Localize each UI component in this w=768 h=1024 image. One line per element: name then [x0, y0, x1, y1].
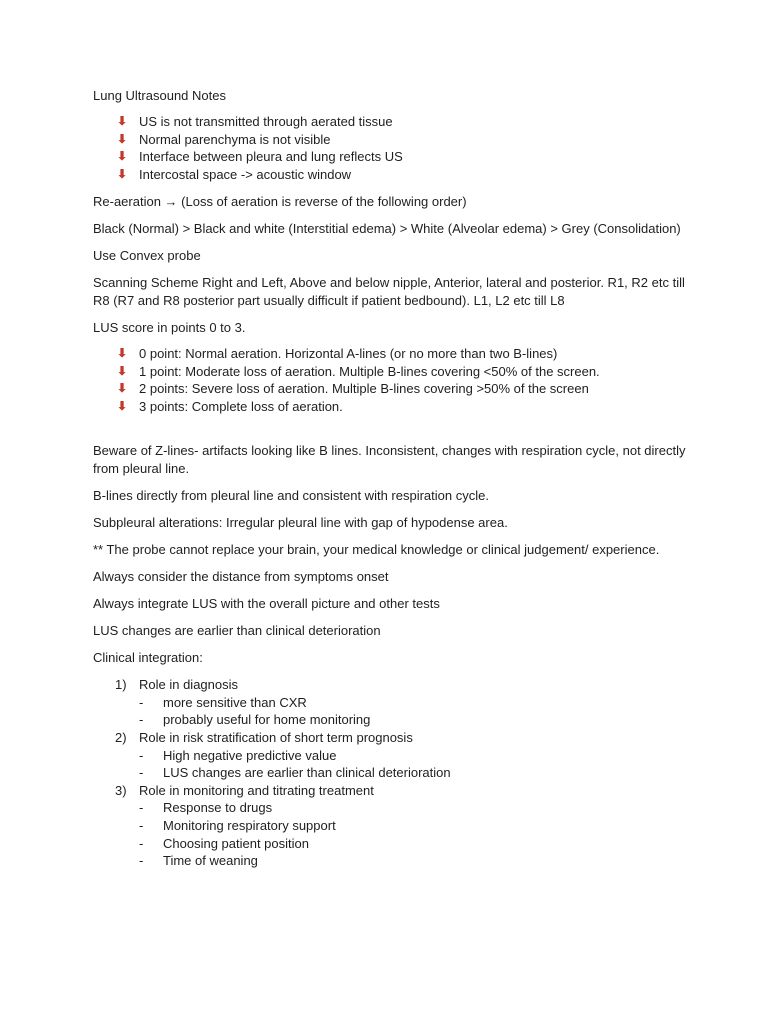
arrow-down-bullet-icon: ⬇: [116, 149, 128, 164]
probe-paragraph: Use Convex probe: [93, 248, 201, 264]
distance-paragraph: Always consider the distance from symptoms onset: [93, 568, 389, 584]
list-item: ⬇ Intercostal space -> acoustic window: [116, 166, 352, 182]
list-item: ⬇ 1 point: Moderate loss of aeration. Multiple B-lines covering <50% of the screen.: [116, 363, 600, 379]
list-item: ⬇ US is not transmitted through aerated tissue: [116, 114, 393, 130]
list-item: ⬇ Normal parenchyma is not visible: [116, 131, 331, 147]
dash-marker: -: [139, 818, 144, 833]
document-title: Lung Ultrasound Notes: [93, 88, 226, 103]
intro-bullet-list: [93, 113, 688, 183]
reaeration-paragraph: Re-aeration → (Loss of aeration is reverse of the following order): [93, 193, 467, 209]
probe-warning-paragraph: ** The probe cannot replace your brain, your medical knowledge or clinical judgement/ experience.: [93, 541, 660, 557]
sub-list-item: - Response to drugs: [139, 800, 273, 816]
list-number: 2): [115, 730, 127, 746]
arrow-down-bullet-icon: ⬇: [116, 114, 128, 129]
arrow-down-bullet-icon: ⬇: [116, 131, 128, 146]
clinical-integration-list: [93, 676, 688, 870]
list-item-label: Role in monitoring and titrating treatment: [139, 782, 374, 798]
lus-score-intro: LUS score in points 0 to 3.: [93, 319, 246, 335]
clinical-heading: Clinical integration:: [93, 650, 203, 666]
sub-list-item: - High negative predictive value: [139, 747, 337, 763]
dash-marker: -: [139, 712, 144, 728]
list-item-label: Role in risk stratification of short term prognosis: [139, 730, 413, 746]
arrow-down-bullet-icon: ⬇: [116, 381, 128, 396]
dash-marker: -: [139, 853, 144, 869]
sub-list: [139, 747, 688, 782]
scanning-scheme-paragraph: Scanning Scheme Right and Left, Above and below nipple, Anterior, lateral and posterior. R1, R2 etc till R8 (R7 and R8 posterior part usually difficult if patient bedbound). L1, L2 etc till L8: [93, 275, 685, 308]
arrow-down-bullet-icon: ⬇: [116, 346, 128, 361]
integrate-paragraph: Always integrate LUS with the overall picture and other tests: [93, 595, 440, 611]
dash-marker: -: [139, 800, 144, 816]
dash-marker: -: [139, 694, 144, 710]
sub-list-item: - Time of weaning: [139, 853, 258, 869]
list-item: ⬇ 3 points: Complete loss of aeration.: [116, 398, 343, 414]
list-item: ⬇ 2 points: Severe loss of aeration. Multiple B-lines covering >50% of the screen: [116, 381, 589, 397]
blines-paragraph: B-lines directly from pleural line and consistent with respiration cycle.: [93, 487, 489, 503]
dash-marker: -: [139, 835, 144, 851]
sub-list-item: - Choosing patient position: [139, 835, 309, 851]
dash-marker: -: [139, 765, 144, 781]
arrow-down-bullet-icon: ⬇: [116, 166, 128, 181]
dash-marker: -: [139, 747, 144, 763]
list-item: [115, 729, 688, 782]
earlier-paragraph: LUS changes are earlier than clinical deterioration: [93, 623, 381, 639]
arrow-down-bullet-icon: ⬇: [116, 398, 128, 413]
sub-list: [139, 799, 688, 869]
list-item: ⬇ Interface between pleura and lung reflects US: [116, 149, 403, 165]
aeration-order-paragraph: Black (Normal) > Black and white (Interstitial edema) > White (Alveolar edema) > Grey (Consolidation): [93, 221, 681, 237]
score-bullet-list: [93, 345, 688, 415]
list-item: [115, 676, 688, 729]
list-number: 1): [115, 677, 127, 693]
subpleural-paragraph: Subpleural alterations: Irregular pleural line with gap of hypodense area.: [93, 514, 508, 530]
list-item-label: Role in diagnosis: [139, 677, 239, 693]
sub-list-item: - more sensitive than CXR: [139, 694, 307, 710]
list-item: ⬇ 0 point: Normal aeration. Horizontal A-lines (or no more than two B-lines): [116, 346, 558, 362]
sub-list: [139, 694, 688, 729]
sub-list-item: - Monitoring respiratory support: [139, 818, 336, 833]
sub-list-item: - LUS changes are earlier than clinical deterioration: [139, 765, 451, 781]
zlines-paragraph: Beware of Z-lines- artifacts looking like B lines. Inconsistent, changes with respiration cycle, not directly from pleural line.: [93, 442, 686, 476]
blank-line: [93, 425, 688, 442]
arrow-down-bullet-icon: ⬇: [116, 363, 128, 378]
list-item: [115, 782, 688, 870]
sub-list-item: - probably useful for home monitoring: [139, 712, 371, 728]
list-number: 3): [115, 782, 127, 798]
